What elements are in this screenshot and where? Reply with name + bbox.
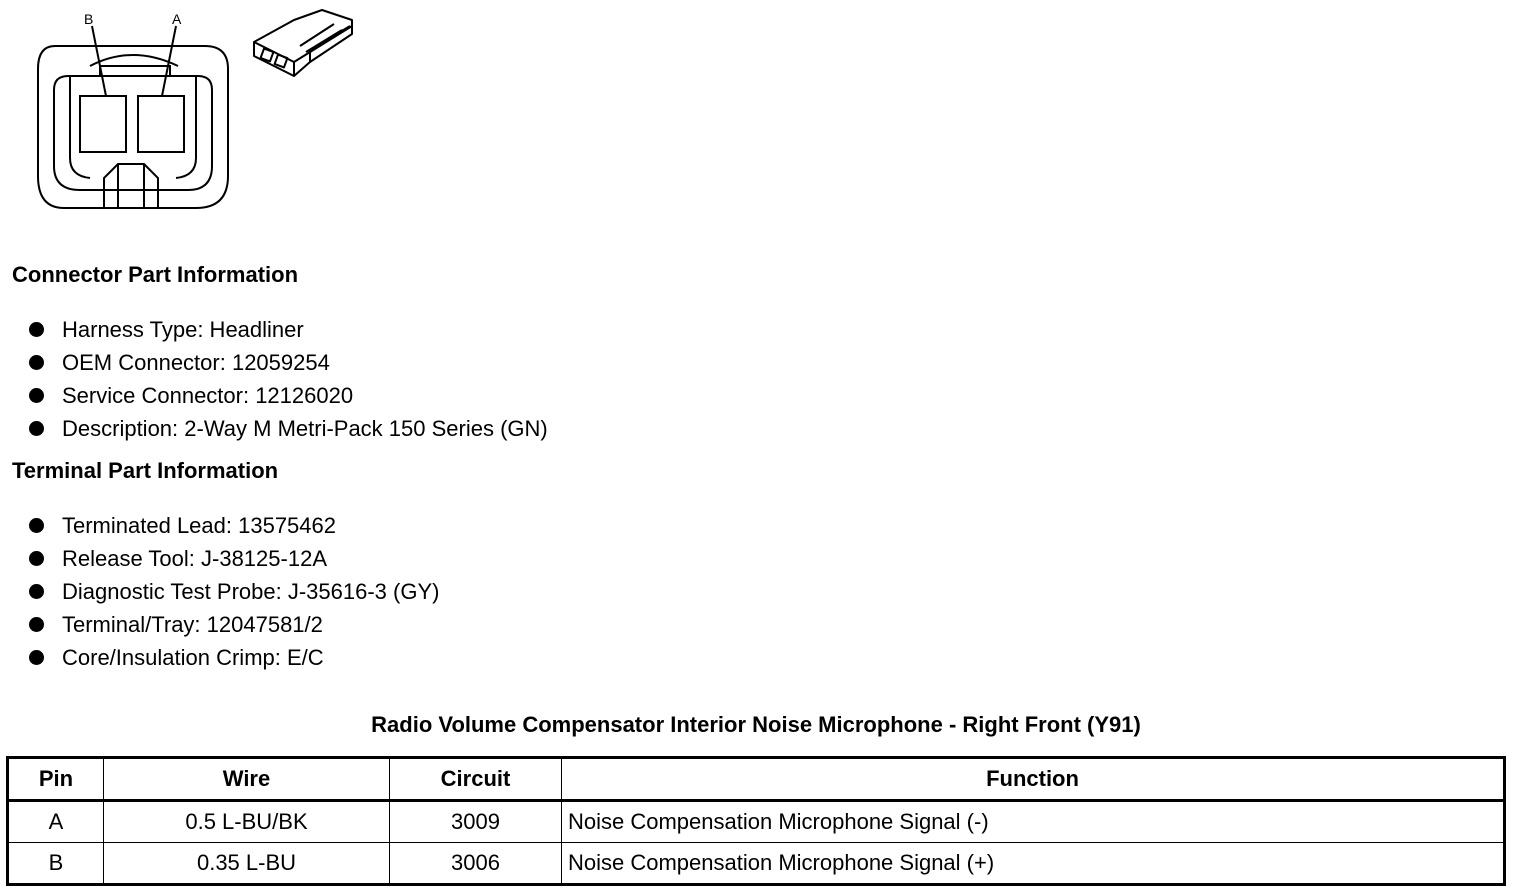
pin-b-cavity [80,96,126,152]
connector-inner-outline [54,76,212,190]
table-row [8,801,1505,843]
table-title: Radio Volume Compensator Interior Noise Microphone - Right Front (Y91) [371,712,1141,737]
pin-label-b: B [84,11,94,27]
connector-part-info-heading: Connector Part Information [12,262,299,287]
column-header-function: Function [562,758,1505,801]
list-item [0,641,439,674]
item-text: Core/Insulation Crimp: E/C [62,645,324,670]
list-item [0,608,439,641]
item-text: Release Tool: J-38125-12A [62,546,327,571]
bullet-icon [29,388,44,403]
list-item [0,575,439,608]
terminal-part-info-heading: Terminal Part Information [12,458,279,483]
list-item [0,509,439,542]
table-row [8,843,1505,885]
column-header-pin: Pin [8,758,104,801]
table-header-row [8,758,1505,801]
bullet-icon [29,584,44,599]
cell-wire: 0.5 L-BU/BK [104,801,390,843]
list-item [0,313,548,346]
bullet-icon [29,322,44,337]
cell-pin: B [8,843,104,885]
cell-function: Noise Compensation Microphone Signal (-) [562,801,1505,843]
item-text: Description: 2-Way M Metri-Pack 150 Series (GN) [62,416,548,441]
item-text: Diagnostic Test Probe: J-35616-3 (GY) [62,579,440,604]
list-item [0,379,548,412]
cell-wire: 0.35 L-BU [104,843,390,885]
cell-function: Noise Compensation Microphone Signal (+) [562,843,1505,885]
pin-table [6,756,1506,886]
bullet-icon [29,617,44,632]
connector-keyway [104,164,158,208]
list-item [0,412,548,445]
connector-face-diagram [30,6,240,214]
cell-circuit: 3009 [390,801,562,843]
bullet-icon [29,551,44,566]
terminal-info-list [0,509,439,674]
bullet-icon [29,421,44,436]
bullet-icon [29,518,44,533]
connector-outline [38,46,228,208]
column-header-circuit: Circuit [390,758,562,801]
bullet-icon [29,650,44,665]
pin-a-cavity [138,96,184,152]
bullet-icon [29,355,44,370]
list-item [0,542,439,575]
connector-info-list [0,313,548,445]
cell-pin: A [8,801,104,843]
list-item [0,346,548,379]
item-text: Service Connector: 12126020 [62,383,354,408]
item-text: Harness Type: Headliner [62,317,304,342]
column-header-wire: Wire [104,758,390,801]
connector-3d-view [250,6,360,82]
item-text: Terminated Lead: 13575462 [62,513,336,538]
item-text: Terminal/Tray: 12047581/2 [62,612,323,637]
connector-latch [100,66,170,76]
item-text: OEM Connector: 12059254 [62,350,330,375]
cell-circuit: 3006 [390,843,562,885]
pin-label-a: A [172,11,182,27]
